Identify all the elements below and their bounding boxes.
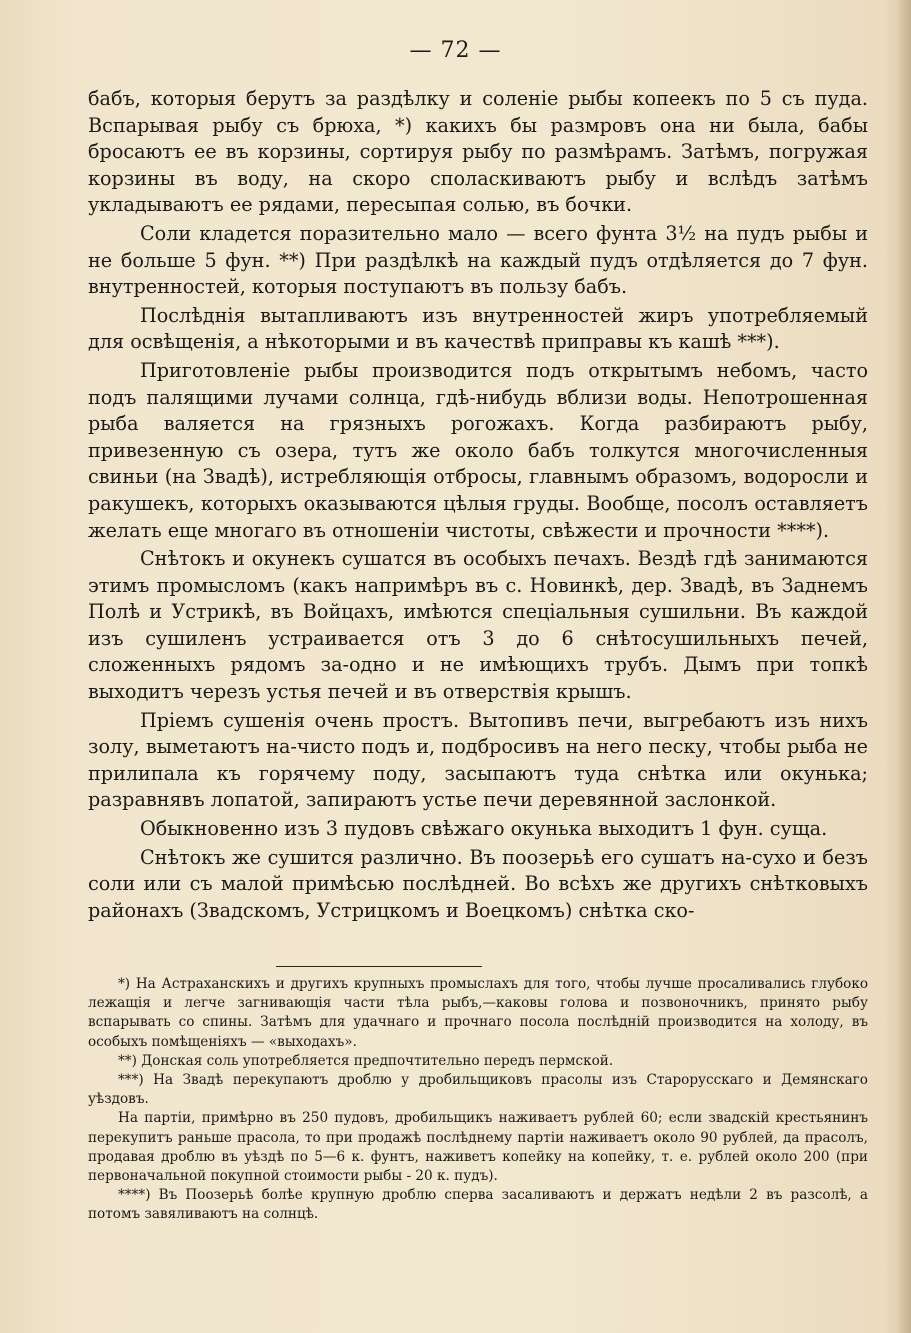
paragraph-8: Снѣтокъ же сушится различно. Въ поозерьѣ его сушатъ на-сухо и безъ соли или съ малой примѣсью послѣдней. Во всѣхъ же другихъ снѣтковыхъ районахъ (Звадскомъ, Устрицкомъ и Воецкомъ) снѣтка ско- <box>88 845 868 922</box>
footnote-3-continuation: На партіи, примѣрно въ 250 пудовъ, дробильщикъ наживаетъ рублей 60; если звадскій крестьянинъ перекупитъ раньше прасола, то при продажѣ послѣднему партіи наживаетъ около 90 рублей, да прасолъ, продавая дроблю въ уѣздѣ по 5—6 к. фунтъ, наживетъ копейку на копейку, т. е. рублей около 200 (при первоначальной покупной стоимости рыбы - 20 к. пудъ). <box>88 1110 868 1185</box>
footnote-1: *) На Астраханскихъ и другихъ крупныхъ промыслахъ для того, чтобы лучше просаливались глубоко лежащія и легче загнивающія части тѣла рыбъ,—каковы голова и позвоночникъ, принято рыбу вспарывать со спины. Затѣмъ для удачнаго и прочнаго посола послѣдній производится на холоду, въ особыхъ помѣщеніяхъ — «выходахъ». <box>88 976 868 1050</box>
paragraph-6: Пріемъ сушенія очень простъ. Вытопивъ печи, выгребаютъ изъ нихъ золу, выметаютъ на-чисто подъ и, подбросивъ на него песку, чтобы рыба не прилипала къ горячему поду, засыпаютъ туда снѣтка или окунька; разравнявъ лопатой, запираютъ устье печи деревянной заслонкой. <box>88 708 868 812</box>
paragraph-5: Снѣтокъ и окунекъ сушатся въ особыхъ печахъ. Вездѣ гдѣ занимаются этимъ промысломъ (какъ напримѣръ въ с. Новинкѣ, дер. Звадѣ, въ Заднемъ Полѣ и Устрикѣ, въ Войцахъ, имѣются спеціальныя сушильни. Въ каждой изъ сушиленъ устраивается отъ 3 до 6 снѣтосушильныхъ печей, сложенныхъ рядомъ за-одно и не имѣющихъ трубъ. Дымъ при топкѣ выходитъ черезъ устья печей и въ отверствія крышъ. <box>88 547 868 704</box>
paragraph-7: Обыкновенно изъ 3 пудовъ свѣжаго окунька выходитъ 1 фун. суща. <box>140 817 828 841</box>
paragraph-3: Послѣднія вытапливаютъ изъ внутренностей жиръ употребляемый для освѣщенія, а нѣкоторыми и въ качествѣ приправы къ кашѣ ***). <box>88 303 868 354</box>
paragraph-2: Соли кладется поразительно мало — всего фунта 3½ на пудъ рыбы и не больше 5 фун. **) При раздѣлкѣ на каждый пудъ отдѣляется до 7 фун. внутренностей, которыя поступаютъ въ пользу бабъ. <box>88 221 868 299</box>
footnote-3: ***) На Звадѣ перекупаютъ дроблю у дробильщиковъ прасолы изъ Старорусскаго и Демянскаго уѣздовъ. <box>88 1072 868 1108</box>
main-text <box>88 86 868 924</box>
footnote-4: ****) Въ Поозерьѣ болѣе крупную дроблю сперва засаливаютъ и держатъ недѣли 2 въ разсолѣ, а потомъ завяливаютъ на солнцѣ. <box>88 1187 868 1223</box>
page-number: — 72 — <box>409 38 502 63</box>
paragraph-1: бабъ, которыя берутъ за раздѣлку и соленіе рыбы копеекъ по 5 съ пуда. Вспарывая рыбу съ брюха, *) какихъ бы размровъ она ни была, бабы бросаютъ ее въ корзины, сортируя рыбу по размѣрамъ. Затѣмъ, погружая корзины въ воду, на скоро споласкиваютъ рыбу и вслѣдъ затѣмъ укладываютъ ее рядами, пересыпая солью, въ бочки. <box>88 87 868 217</box>
paragraph-4: Приготовленіе рыбы производится подъ открытымъ небомъ, часто подъ палящими лучами солнца, гдѣ-нибудь вблизи воды. Непотрошенная рыба валяется на грязныхъ рогожахъ. Когда разбираютъ рыбу, привезенную съ озера, тутъ же около бабъ толкутся многочисленныя свиньи (на Звадѣ), истребляющія отбросы, главнымъ образомъ, водоросли и ракушекъ, которыхъ оказываются цѣлыя груды. Вообще, посолъ оставляетъ желать еще многаго въ отношеніи чистоты, свѣжести и прочности ****). <box>88 358 868 542</box>
footnote-2: **) Донская соль употребляется предпочтительно передъ пермской. <box>118 1052 614 1069</box>
footnote-divider <box>276 966 482 967</box>
footnotes <box>88 975 868 1225</box>
page-edge-shadow <box>897 0 911 1333</box>
